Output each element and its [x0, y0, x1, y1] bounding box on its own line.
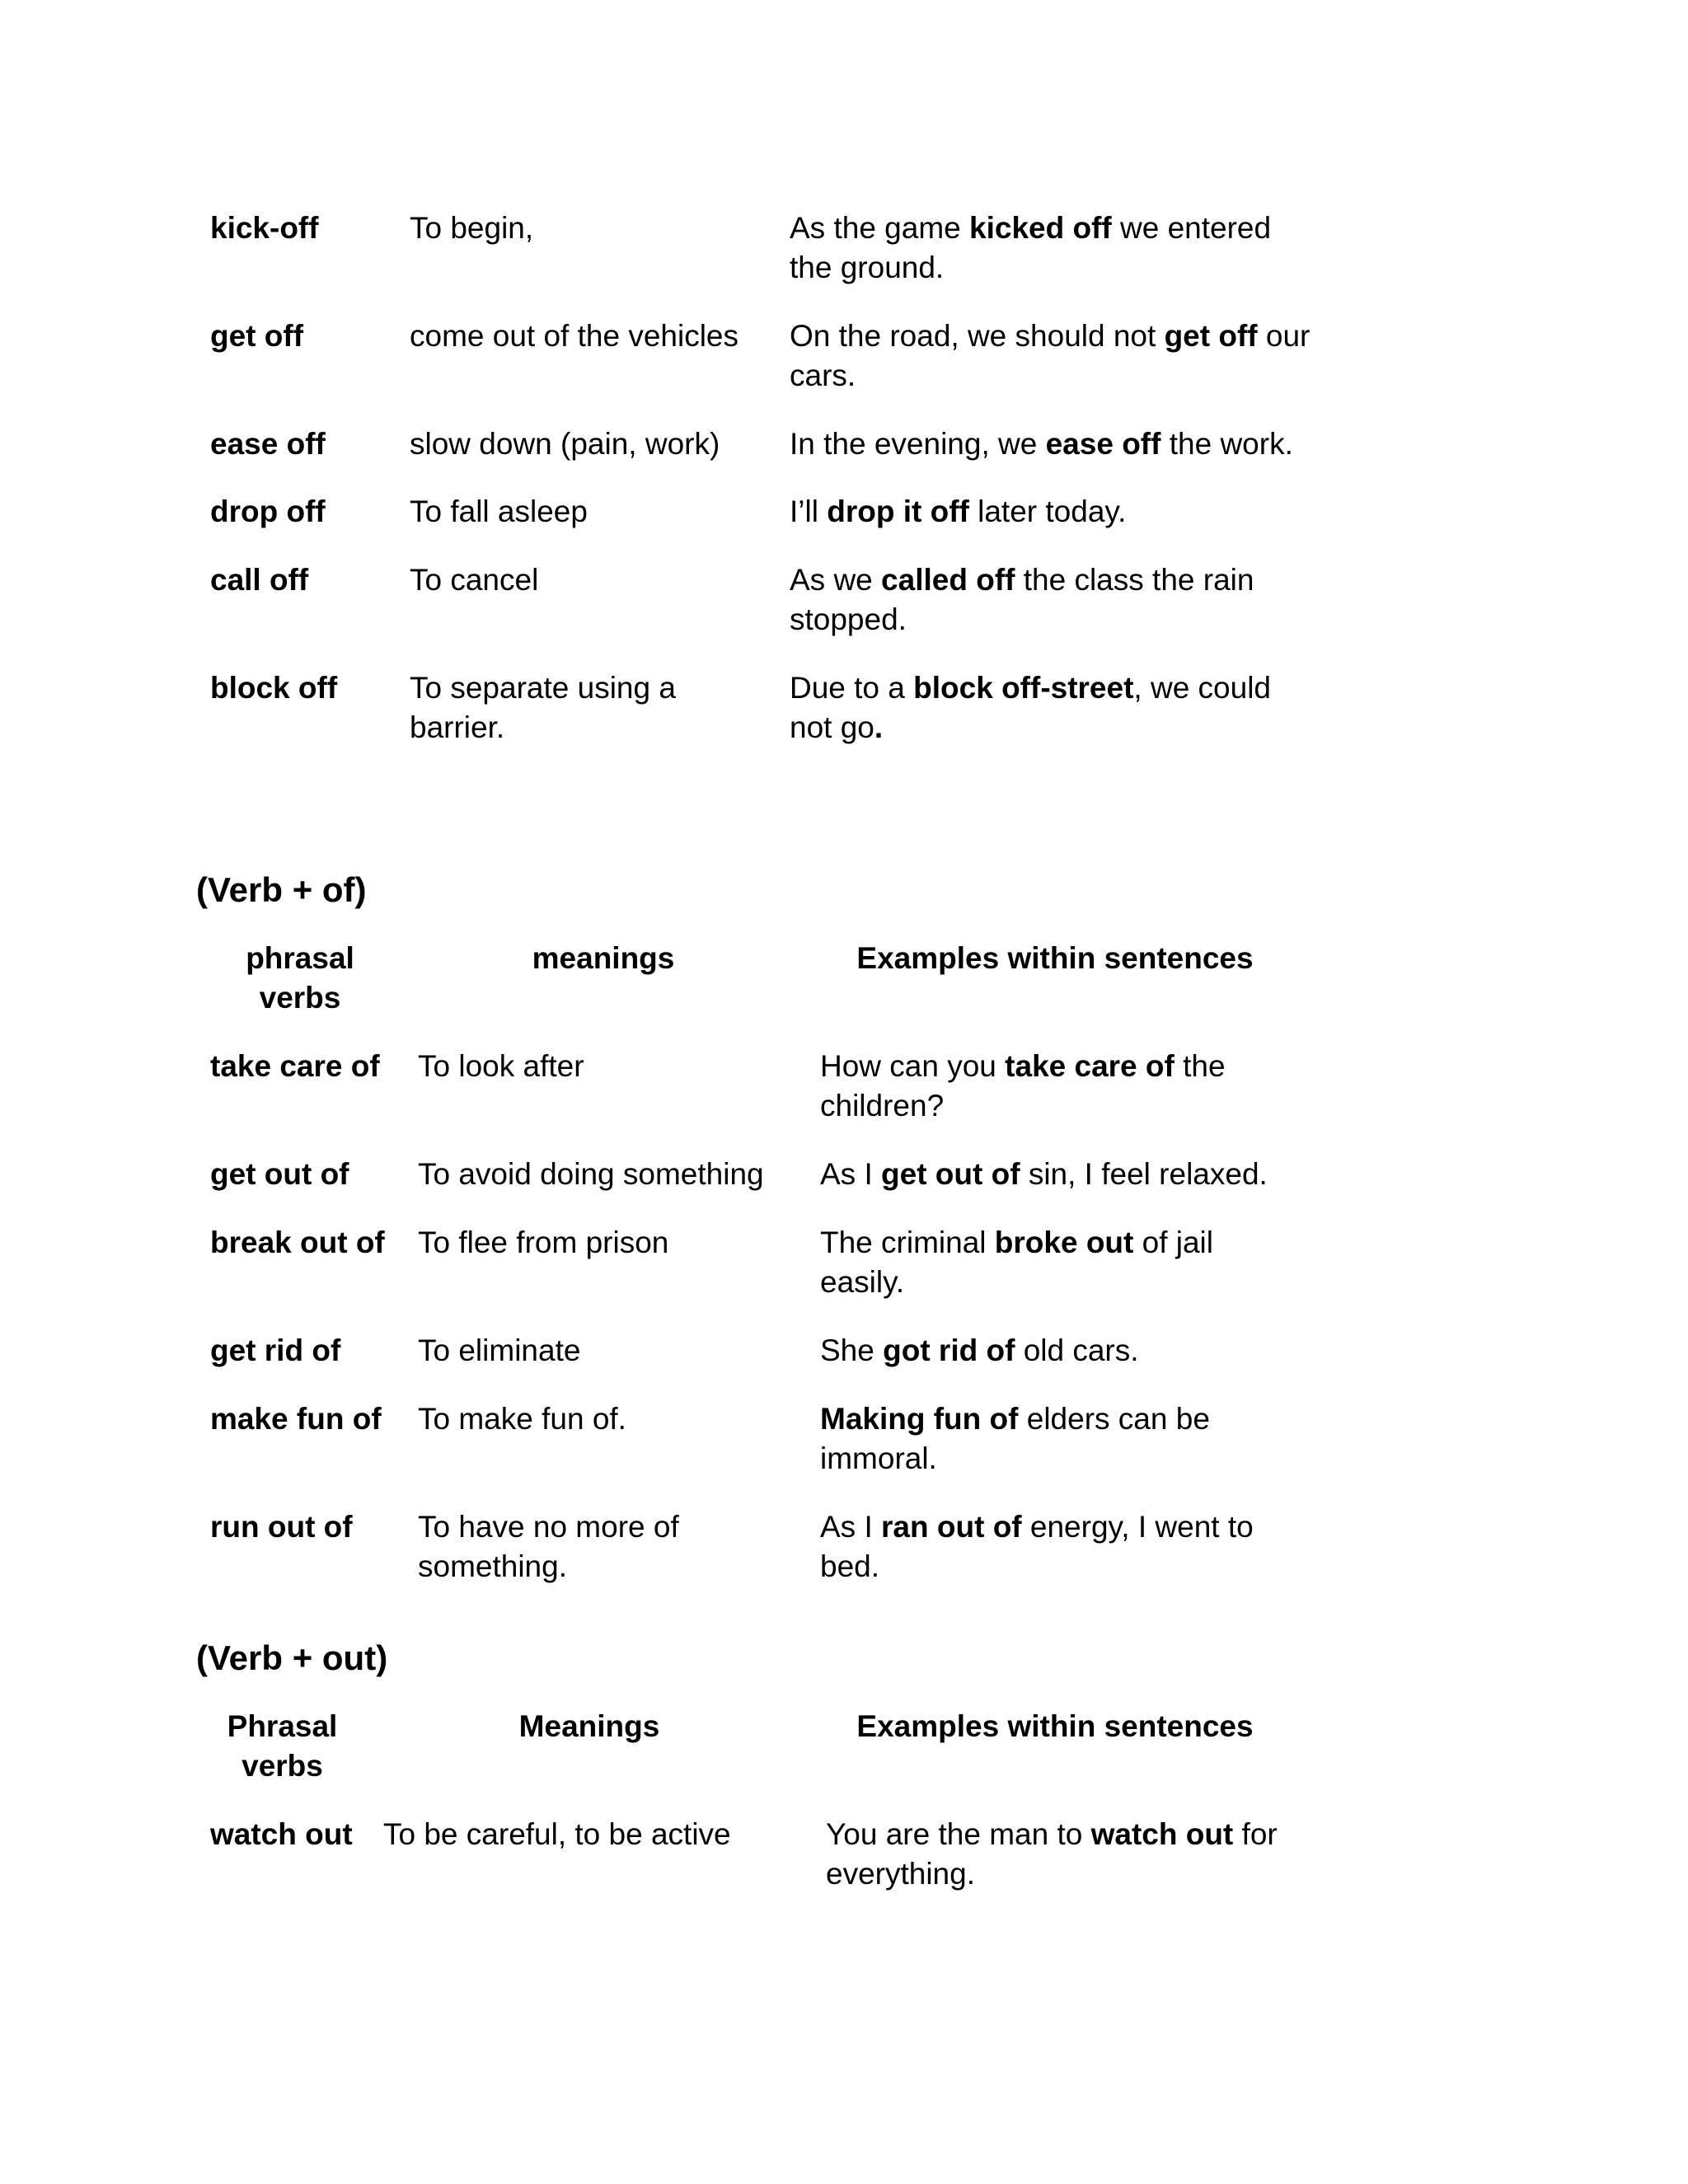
example-sentence: Due to a block off-street, we could not go. [790, 671, 1272, 744]
example-sentence: The criminal broke out of jail easily. [820, 1226, 1213, 1299]
phrasal-verb: watch out [210, 1817, 353, 1851]
header-phrasal-verbs: Phrasal verbs [227, 1709, 338, 1783]
meaning: To flee from prison [418, 1226, 669, 1259]
meaning: To separate using a barrier. [410, 671, 676, 744]
header-phrasal-verbs: phrasal verbs [246, 941, 354, 1015]
example-sentence: In the evening, we ease off the work. [790, 427, 1293, 461]
phrasal-verb: ease off [210, 427, 326, 461]
meaning: To begin, [410, 211, 534, 245]
phrasal-verb: drop off [210, 494, 326, 528]
example-sentence: On the road, we should not get off our cars. [790, 319, 1311, 392]
header-examples: Examples within sentences [856, 1709, 1254, 1743]
example-sentence: As the game kicked off we entered the ground. [790, 211, 1272, 284]
header-examples: Examples within sentences [856, 941, 1254, 975]
phrasal-verb: get rid of [210, 1333, 341, 1367]
example-sentence: I’ll drop it off later today. [790, 494, 1127, 528]
example-sentence: As we called off the class the rain stopped. [790, 563, 1254, 636]
example-sentence: As I ran out of energy, I went to bed. [820, 1510, 1254, 1583]
section-heading: (Verb + out) [196, 1638, 388, 1677]
phrasal-verb: run out of [210, 1510, 353, 1544]
meaning: come out of the vehicles [410, 319, 738, 353]
meaning: To fall asleep [410, 494, 588, 528]
example-sentence: She got rid of old cars. [820, 1333, 1139, 1367]
phrasal-verb: call off [210, 563, 309, 597]
meaning: To eliminate [418, 1333, 581, 1367]
example-sentence: As I get out of sin, I feel relaxed. [820, 1157, 1268, 1191]
meaning: To cancel [410, 563, 539, 597]
header-meanings: meanings [532, 941, 675, 975]
phrasal-verb: break out of [210, 1226, 385, 1259]
meaning: To make fun of. [418, 1402, 626, 1436]
example-sentence: Making fun of elders can be immoral. [820, 1402, 1210, 1475]
phrasal-verb: block off [210, 671, 338, 705]
example-sentence: You are the man to watch out for everything. [826, 1817, 1278, 1891]
header-meanings: Meanings [518, 1709, 660, 1743]
phrasal-verb: get out of [210, 1157, 349, 1191]
meaning: To be careful, to be active [383, 1817, 731, 1851]
phrasal-verb: kick-off [210, 211, 319, 245]
meaning: To have no more of something. [418, 1510, 679, 1583]
phrasal-verb: get off [210, 319, 304, 353]
example-sentence: How can you take care of the children? [820, 1049, 1226, 1122]
phrasal-verb: make fun of [210, 1402, 382, 1436]
section-heading: (Verb + of) [196, 870, 367, 909]
meaning: To avoid doing something [418, 1157, 764, 1191]
phrasal-verb: take care of [210, 1049, 380, 1083]
meaning: slow down (pain, work) [410, 427, 720, 461]
meaning: To look after [418, 1049, 584, 1083]
